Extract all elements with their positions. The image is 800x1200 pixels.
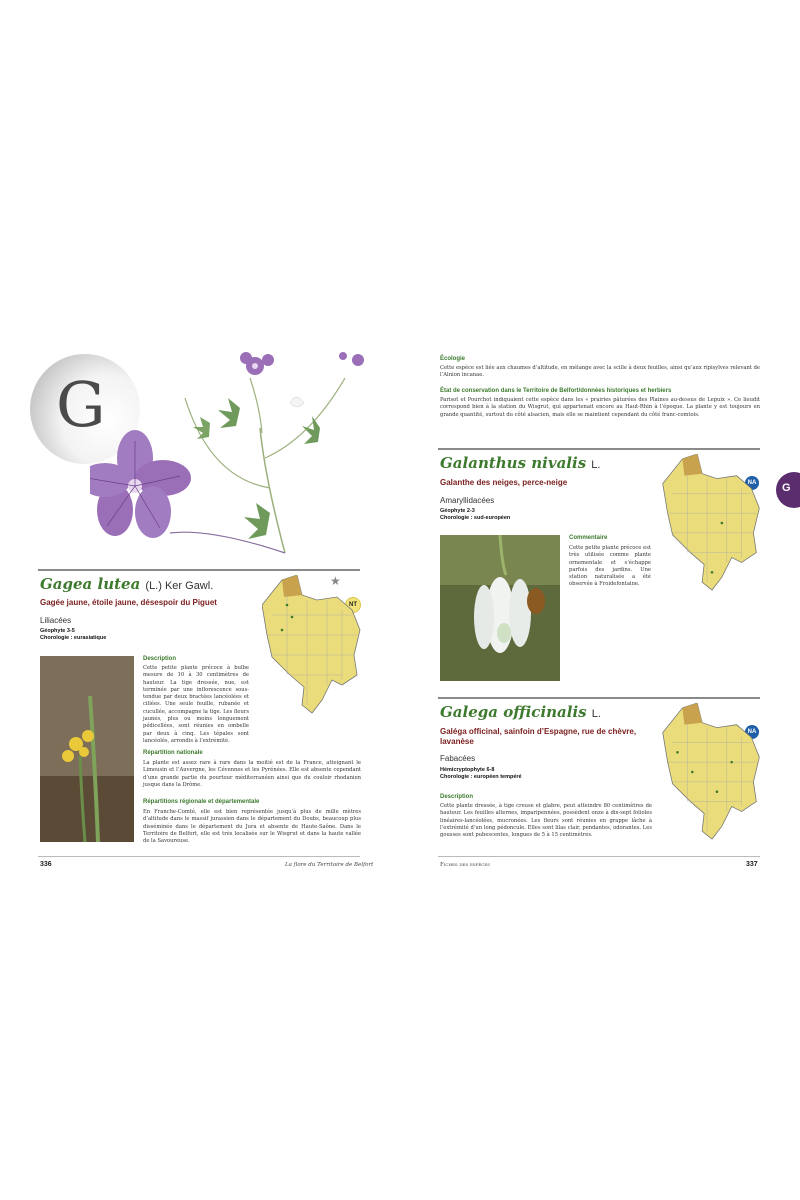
distribution-map <box>262 575 362 715</box>
plant-photo <box>40 656 134 842</box>
latin-name: Galanthus nivalis <box>440 454 587 472</box>
family-name: Fabacées <box>440 754 476 763</box>
species-divider <box>438 448 760 450</box>
distribution-map <box>662 454 762 592</box>
status-badge: NA <box>745 476 759 490</box>
section-text-conservation: Parisot et Pourchot indiquaient cette espèce dans les « prairies pâturées des Plaines au-dessus de Lepuix ». Ce lieudit correspond bien à la station du Wisgrut, qui appartenait encore au Haut-Rhin à l’époque. La plante y est toujours en grande quantité, surtout du côté alsacien, mais elle se maintient cependant du côté franc-comtois. <box>440 397 760 418</box>
section-title-ecology: Écologie <box>440 356 466 362</box>
chorology: Chorologie : européen tempéré <box>440 774 522 780</box>
author-name: (L.) Ker Gawl. <box>145 580 214 592</box>
bio-type: Hémicryptophyte 6-8 <box>440 767 495 773</box>
author-name: L. <box>591 708 601 720</box>
bio-type: Géophyte 2-3 <box>440 508 475 514</box>
section-tab-letter: G <box>782 482 791 494</box>
chorology: Chorologie : eurasiatique <box>40 635 107 641</box>
france-icon: ★ <box>330 574 341 588</box>
section-text-comment: Cette petite plante précoce est très utilisée comme plante ornementale et s’échappe parfois des jardins. Une station naturalisée a été observée à Froidefontaine. <box>569 545 651 588</box>
footer-title-right: Fiches des espèces <box>440 862 490 868</box>
distribution-map <box>662 703 762 841</box>
latin-name: Gagea lutea <box>40 575 141 593</box>
section-text-description: Cette petite plante précoce à bulbe mesure de 10 à 30 centimètres de hauteur. La tige dressée, nue, est terminée par une inflorescence sous-tendue par deux bractées lancéolées et ciliées. Une seule feuille, rubanée et cucullée, accompagne la tige. Les fleurs jaunes, plus ou moins longuement pédicellées, sont réunies en ombelle par deux à cinq. Les tépales sont lancéolés, arrondis à l’extrémité. <box>143 665 249 744</box>
section-title-comment: Commentaire <box>569 535 608 541</box>
footer-rule <box>38 856 360 857</box>
section-text-national: La plante est assez rare à rare dans la moitié est de la France, atteignant le Limousin et l’Auvergne, les Cévennes et les Pyrénées. Elle est absente cependant d’une grande partie du pourtour méditerranéen ainsi que du couloir rhodanien jusque dans la Drôme. <box>143 760 361 788</box>
section-title-national: Répartition nationale <box>143 750 203 756</box>
section-title-regional: Répartitions régionale et départementale <box>143 799 260 805</box>
plant-photo <box>440 535 560 681</box>
family-name: Amaryllidacées <box>440 496 495 505</box>
author-name: L. <box>591 459 601 471</box>
section-tab <box>776 472 800 508</box>
section-title-description: Description <box>440 794 474 800</box>
page-number-right: 337 <box>746 861 758 868</box>
footer-rule <box>438 856 760 857</box>
section-text-regional: En Franche-Comté, elle est bien représentée jusqu’à plus de mille mètres d’altitude dans le massif jurassien dans le département du Doubs, beaucoup plus disséminée dans le département du Jura et absente de Haute-Saône. Dans le Territoire de Belfort, elle est très localisée sur le Wisgrut et dans la haute vallée de la Savoureuse. <box>143 809 361 845</box>
botanical-illustration <box>90 338 380 560</box>
chorology: Chorologie : sud-européen <box>440 515 511 521</box>
species-divider <box>38 569 360 571</box>
species-title <box>40 574 213 593</box>
species-divider <box>438 697 760 699</box>
status-badge: NA <box>745 725 759 739</box>
page-number-left: 336 <box>40 861 52 868</box>
footer-title-left: La flore du Territoire de Belfort <box>285 862 374 868</box>
species-title <box>440 453 600 472</box>
family-name: Liliacées <box>40 616 72 625</box>
section-title-description: Description <box>143 656 177 662</box>
chapter-letter: G <box>56 368 106 441</box>
common-name: Gagée jaune, étoile jaune, désespoir du Piguet <box>40 598 217 607</box>
bio-type: Géophyte 3-5 <box>40 628 75 634</box>
common-name: Galéga officinal, sainfoin d’Espagne, rue de chèvre, lavanèse <box>440 727 637 746</box>
species-title <box>440 702 601 721</box>
section-title-conservation: État de conservation dans le Territoire de Belfort/données historiques et herbiers <box>440 388 672 394</box>
section-text-ecology: Cette espèce est liée aux chaumes d’altitude, en mélange avec la scille à deux feuilles, ainsi qu’aux ripisylves relevant de l’Alnion incanae. <box>440 365 760 379</box>
latin-name: Galega officinalis <box>440 703 587 721</box>
common-name: Galanthe des neiges, perce-neige <box>440 478 568 487</box>
section-text-description: Cette plante dressée, à tige creuse et glabre, peut atteindre 80 centimètres de hauteur. Les feuilles alternes, imparipennées, possèdent onze à dix-sept folioles linéaires-lancéolées, mucronées. Les fleurs sont réunies en grappe lâche à l’extrémité d’un long pédoncule. Elles sont lilas clair, pendantes, odorantes. Les gousses sont pubescentes, longues de 5 à 15 centimètres. <box>440 803 652 839</box>
status-badge: NT <box>345 597 361 613</box>
